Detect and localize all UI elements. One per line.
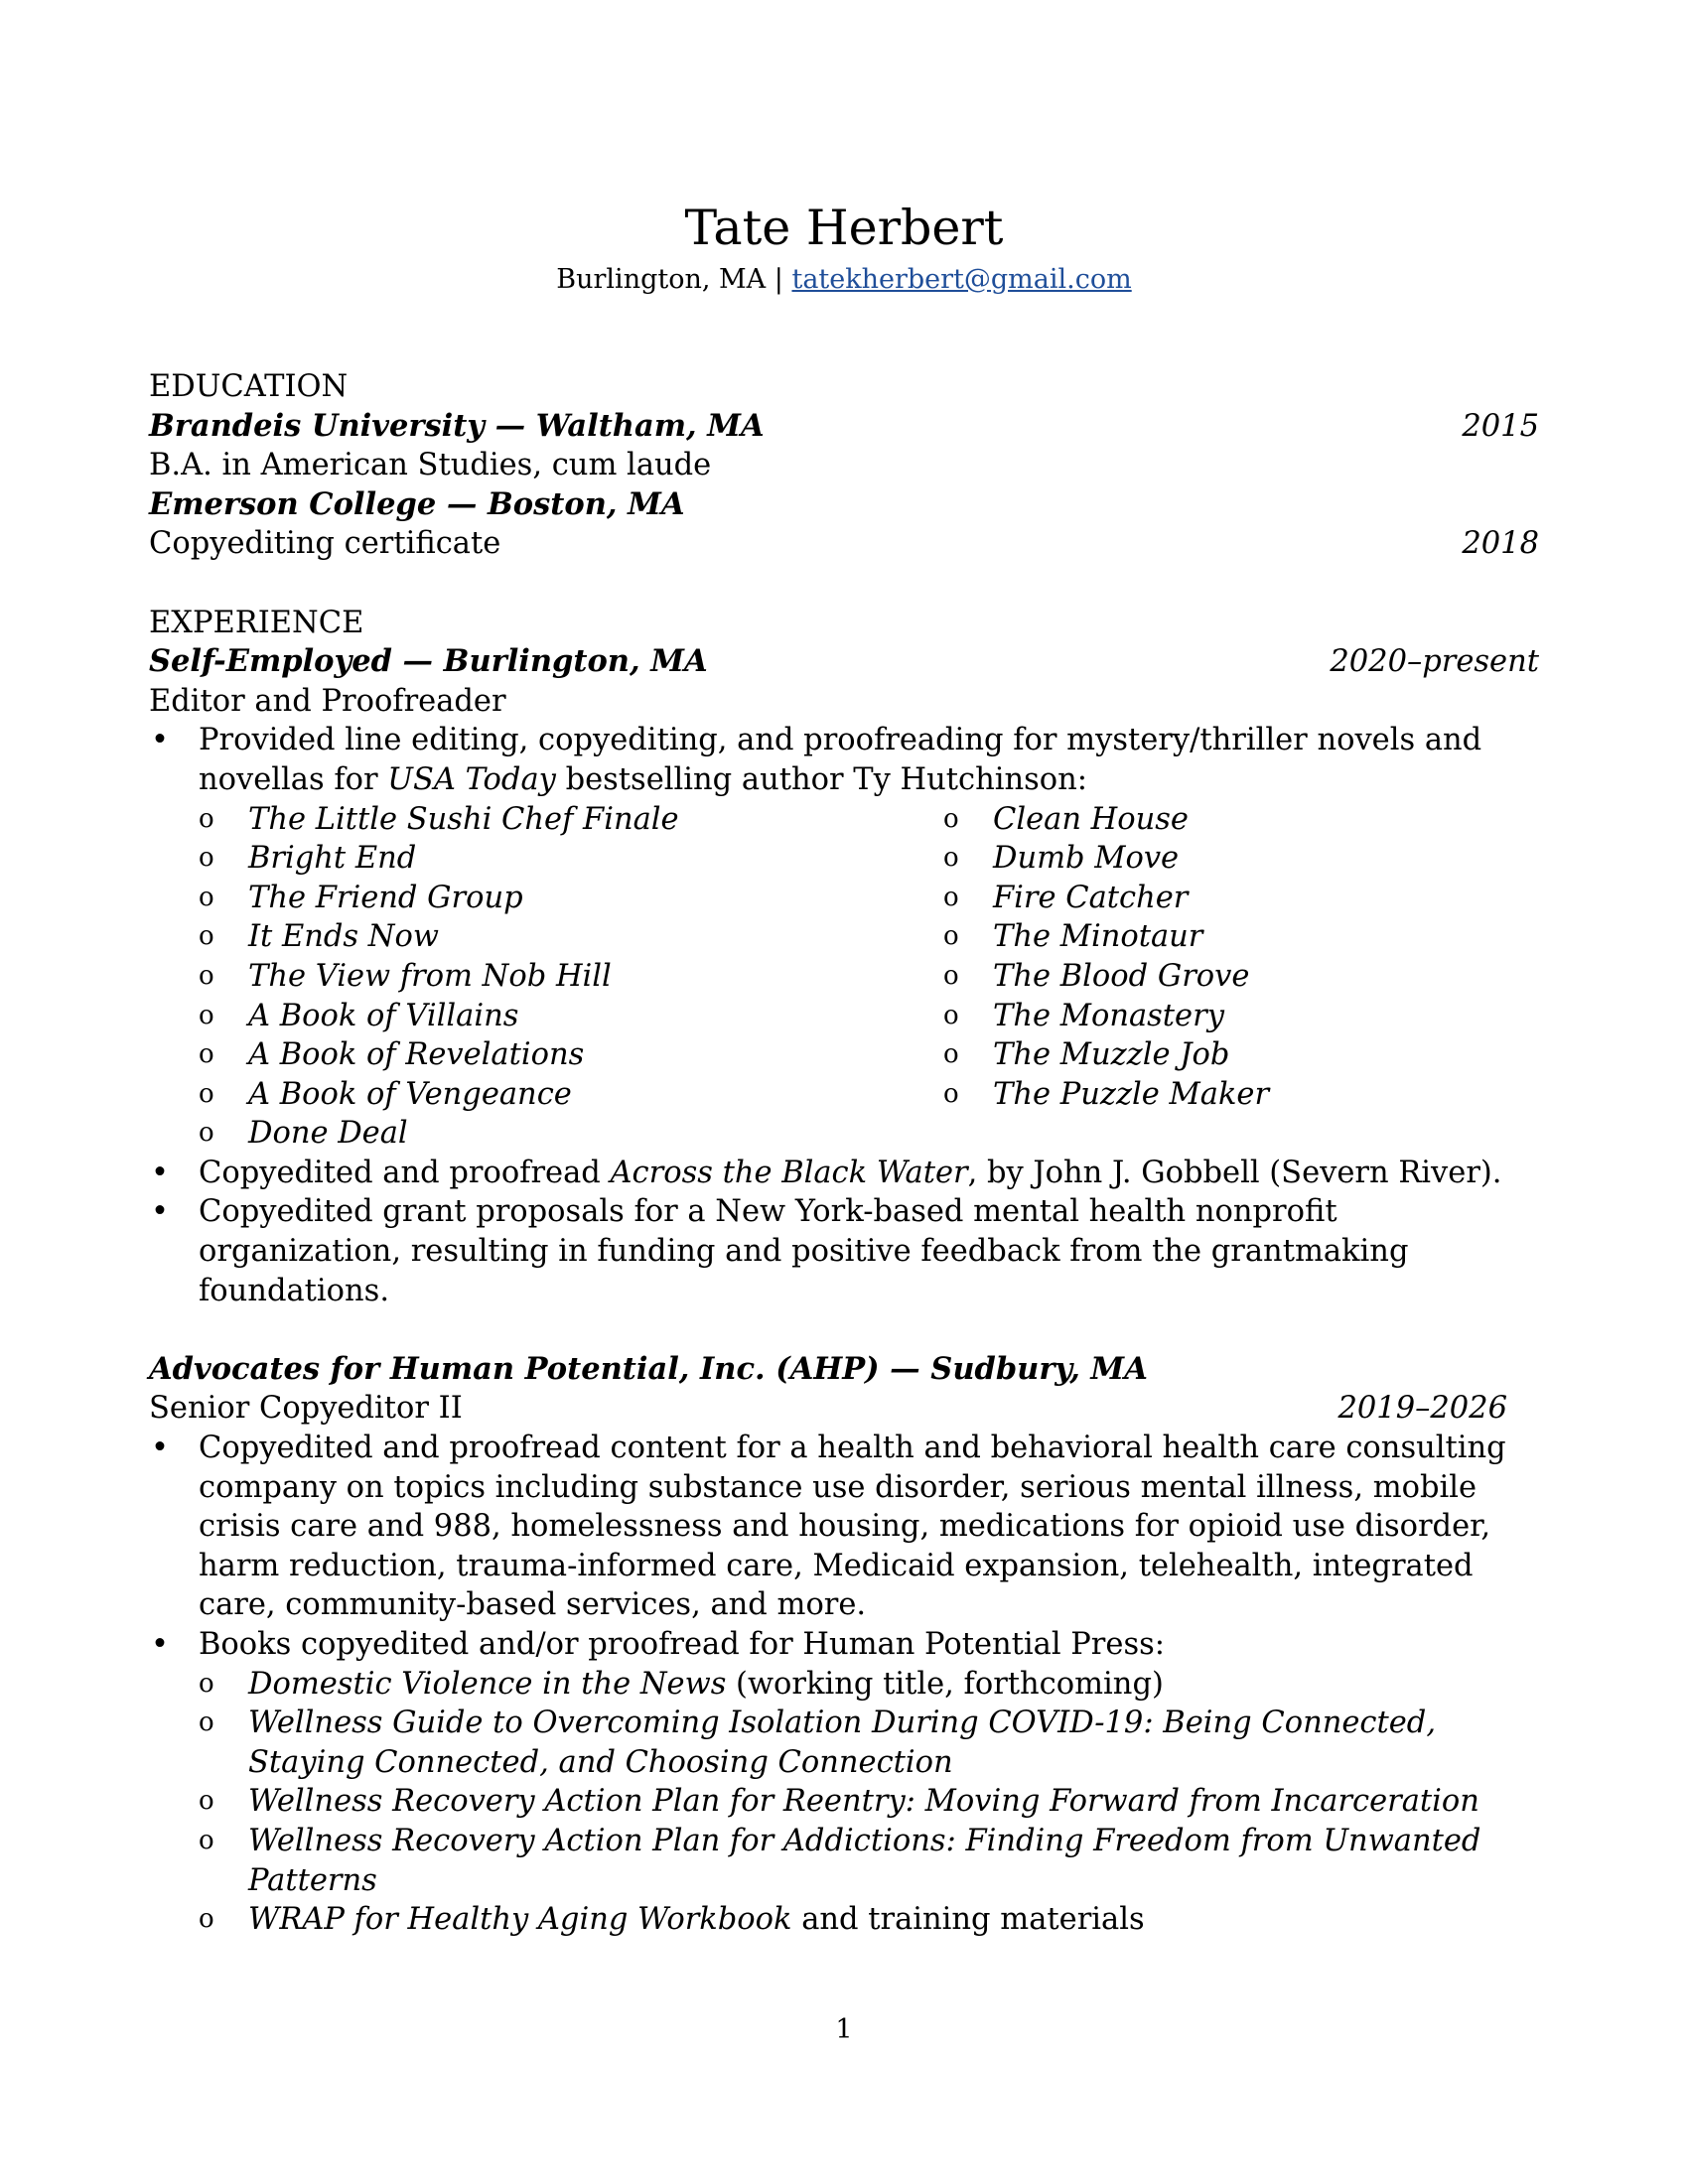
book-title-item: o A Book of Revelations (149, 1035, 894, 1075)
job-title: Senior Copyeditor II (149, 1391, 463, 1427)
book-title-item: o The Little Sushi Chef Finale (149, 800, 894, 840)
book-title-item: o The Minotaur (894, 917, 1269, 957)
book-list-right (894, 800, 1269, 1154)
bullet-item: • Copyedited and proofread content for a health and behavioral health care consulting company on topics including substance use disorder, serious mental illness, mobile crisis care and 988, homelessness and housing, medications for opioid use disorder, harm reduction, trauma-informed care, Medicaid expansion, telehealth, integrated care, community-based services, and more. (149, 1429, 1539, 1625)
job-title-row (149, 1389, 1507, 1429)
publication-item: o Wellness Guide to Overcoming Isolation During COVID-19: Being Connected, Staying Connected, and Choosing Connection (149, 1704, 1539, 1782)
education-date: 2015 (1462, 408, 1539, 444)
book-title-item: o Clean House (894, 800, 1269, 840)
contact-separator: | (774, 264, 783, 295)
job-bullets (149, 1154, 1539, 1310)
book-title-item: o A Book of Vengeance (149, 1075, 894, 1115)
book-title-item: o The Friend Group (149, 879, 894, 918)
job-header (149, 642, 1539, 682)
book-list-left (149, 800, 894, 1154)
education-date: 2018 (1462, 526, 1539, 562)
location: Burlington, MA (556, 264, 767, 295)
book-title-item: o The Monastery (894, 997, 1269, 1036)
publication-item: o Wellness Recovery Action Plan for Reentry: Moving Forward from Incarceration (149, 1782, 1539, 1822)
job-bullets (149, 1429, 1539, 1665)
education-heading: EDUCATION (149, 369, 349, 404)
book-title-item: o The Muzzle Job (894, 1035, 1269, 1075)
book-title-item: o The Blood Grove (894, 957, 1269, 997)
employer: Self-Employed — Burlington, MA (149, 643, 708, 680)
candidate-name: Tate Herbert (684, 200, 1004, 256)
publication-item (149, 1665, 1539, 1705)
bullet-item: • Books copyedited and/or proofread for Human Potential Press: (149, 1625, 1539, 1665)
bullet-text: Provided line editing, copyediting, and proofreading for mystery/thriller novels and novellas for (199, 723, 1482, 797)
book-title-item: o The Puzzle Maker (894, 1075, 1269, 1115)
book-title-item: o Done Deal (149, 1114, 894, 1154)
bullet-italic-text: USA Today (387, 761, 556, 797)
resume-body (149, 367, 1539, 1940)
bullet-item: • Copyedited grant proposals for a New York-based mental health nonprofit organization, resulting in funding and positive feedback from the grantmaking foundations. (149, 1192, 1539, 1310)
email-link[interactable]: tatekherbert@gmail.com (791, 264, 1132, 295)
job-date: 2019–2026 (1337, 1391, 1507, 1427)
bullet-text: Copyedited and proofread (199, 1155, 611, 1190)
bullet-text: bestselling author Ty Hutchinson: (555, 761, 1088, 797)
job-bullets (149, 721, 1539, 799)
institution: Emerson College — Boston, MA (149, 485, 685, 522)
experience-heading: EXPERIENCE (149, 605, 364, 640)
education-entry (149, 407, 1539, 447)
job-header (149, 1350, 1539, 1390)
publication-note: (working title, forthcoming) (726, 1666, 1164, 1702)
education-entry-detail (149, 524, 1539, 564)
degree: B.A. in American Studies, cum laude (149, 448, 712, 483)
book-title-item: o Fire Catcher (894, 879, 1269, 918)
book-title-item: o Dumb Move (894, 839, 1269, 879)
book-title-item: o The View from Nob Hill (149, 957, 894, 997)
book-title-item: o It Ends Now (149, 917, 894, 957)
publication-title: Domestic Violence in the News (248, 1666, 727, 1702)
publication-title: WRAP for Healthy Aging Workbook (248, 1902, 792, 1938)
bullet-item (149, 721, 1539, 799)
book-title-item: o A Book of Villains (149, 997, 894, 1036)
publication-note: and training materials (791, 1902, 1145, 1938)
employer: Advocates for Human Potential, Inc. (AHP) — Sudbury, MA (149, 1350, 1148, 1387)
publication-item (149, 1900, 1539, 1940)
degree: Copyediting certificate (149, 526, 501, 562)
book-list-columns (149, 800, 1539, 1154)
page-number: 1 (835, 2014, 853, 2045)
job-title: Editor and Proofreader (149, 683, 506, 719)
publication-item: o Wellness Recovery Action Plan for Addictions: Finding Freedom from Unwanted Patterns (149, 1822, 1539, 1900)
job-date: 2020–present (1330, 644, 1539, 680)
bullet-item (149, 1154, 1539, 1193)
education-entry (149, 485, 1539, 525)
bullet-text: , by John J. Gobbell (Severn River). (967, 1155, 1502, 1190)
institution: Brandeis University — Waltham, MA (149, 407, 765, 444)
contact-line (149, 262, 1539, 298)
publication-list (149, 1665, 1539, 1940)
bullet-italic-text: Across the Black Water (610, 1155, 968, 1190)
book-title-item: o Bright End (149, 839, 894, 879)
